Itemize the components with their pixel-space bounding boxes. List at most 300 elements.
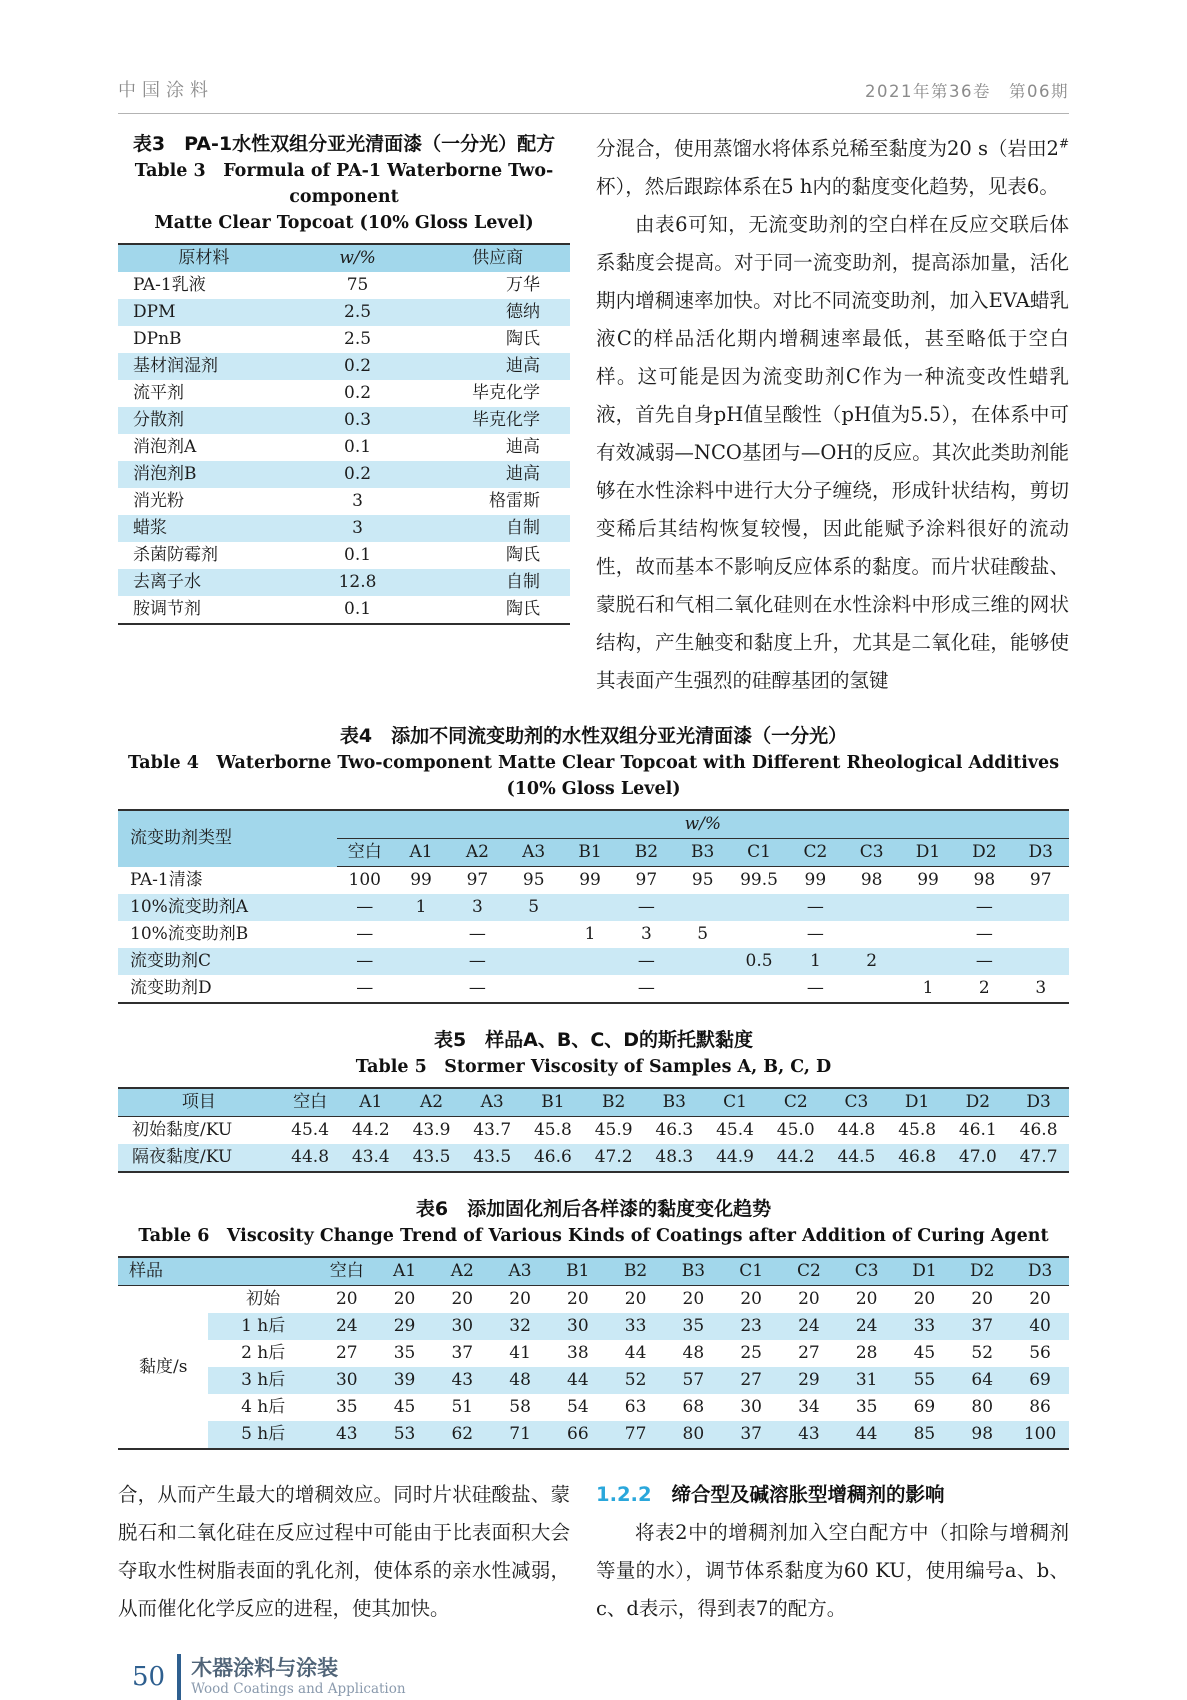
footer-section-zh: 木器涂料与涂装 xyxy=(191,1656,339,1680)
table-cell: 44 xyxy=(838,1421,896,1449)
table-cell: 33 xyxy=(896,1313,954,1340)
section-title: 缔合型及碱溶胀型增稠剂的影响 xyxy=(671,1483,945,1506)
table-cell: 黏度/s xyxy=(138,1356,188,1377)
table-cell: 格雷斯 xyxy=(489,491,540,511)
table-cell: — xyxy=(806,978,824,998)
table-cell xyxy=(562,894,618,921)
table-cell: 5 h后 xyxy=(208,1421,317,1449)
table-cell: 杀菌防霉剂 xyxy=(133,545,218,565)
table-cell xyxy=(393,975,449,1003)
table-cell: 46.8 xyxy=(1019,1120,1058,1140)
table3-title-en-line1: Table 3 Formula of PA-1 Waterborne Two-component xyxy=(134,161,554,207)
table-cell: D3 xyxy=(1008,1088,1069,1117)
table-cell xyxy=(675,975,731,1003)
table-cell: — xyxy=(975,924,993,944)
table-cell: 2 xyxy=(844,948,900,975)
table-cell: 34 xyxy=(798,1397,820,1417)
table-cell xyxy=(675,948,731,975)
table-cell: 3 xyxy=(290,515,426,542)
footer-section-en: Wood Coatings and Application xyxy=(191,1681,406,1697)
table-cell: C3 xyxy=(844,839,900,867)
table-cell: — xyxy=(468,978,486,998)
table-cell: 43 xyxy=(433,1367,491,1394)
table-cell: 0.2 xyxy=(290,461,426,488)
table-cell xyxy=(562,948,618,975)
table-cell: A1 xyxy=(393,839,449,867)
table-cell: 3 xyxy=(352,491,363,511)
table-cell: C2 xyxy=(787,839,843,867)
table-cell: 100 xyxy=(348,870,381,890)
table-cell: C2 xyxy=(780,1257,838,1286)
table-cell: A3 xyxy=(491,1257,549,1286)
table-cell xyxy=(1013,921,1070,948)
table-cell: 0.1 xyxy=(344,437,372,457)
bottom-right-text xyxy=(596,1476,1069,1628)
table-cell: 毕克化学 xyxy=(425,407,570,434)
table-cell: 0.2 xyxy=(344,383,372,403)
table-cell: 5 xyxy=(697,924,709,944)
table-cell: 0.2 xyxy=(290,353,426,380)
table-row xyxy=(118,894,1069,921)
table-cell: 57 xyxy=(664,1367,722,1394)
table-cell: 初始 xyxy=(246,1289,281,1309)
table-cell: C1 xyxy=(722,1257,780,1286)
table-cell: B1 xyxy=(562,839,618,867)
lower-columns xyxy=(118,1476,1069,1628)
table-cell: 2 h后 xyxy=(241,1343,286,1363)
table-cell: 69 xyxy=(913,1397,936,1417)
table-cell: 37 xyxy=(451,1343,474,1363)
table-cell: 98 xyxy=(953,1421,1011,1449)
table-cell: 33 xyxy=(607,1313,665,1340)
table-cell: 52 xyxy=(971,1343,994,1363)
table-cell: 80 xyxy=(971,1397,994,1417)
table5-title-en: Table 5 Stormer Viscosity of Samples A, B, C, D xyxy=(355,1057,832,1077)
left-column-table3 xyxy=(118,130,570,700)
table-cell: D1 xyxy=(896,1257,954,1286)
table-cell: 43.7 xyxy=(473,1120,512,1140)
table-row xyxy=(118,542,570,569)
table-cell: 20 xyxy=(971,1289,994,1309)
table-cell: 71 xyxy=(491,1421,549,1449)
table-cell xyxy=(675,894,731,921)
table-cell: 20 xyxy=(624,1289,647,1309)
table-row xyxy=(118,488,570,515)
table-cell: 35 xyxy=(664,1313,722,1340)
table-cell: 48.3 xyxy=(644,1144,705,1172)
table-row xyxy=(118,299,570,326)
table6-section xyxy=(118,1195,1069,1450)
table-row xyxy=(118,461,570,488)
table-cell: 69 xyxy=(1011,1367,1069,1394)
table-cell: 58 xyxy=(509,1397,531,1417)
table-cell: 1 xyxy=(393,894,449,921)
table-cell xyxy=(731,894,787,921)
table-cell: 31 xyxy=(838,1367,896,1394)
table6-title-en: Table 6 Viscosity Change Trend of Various Kinds of Coatings after Addition of Curing Agent xyxy=(138,1226,1049,1246)
table-row xyxy=(118,434,570,461)
table-cell: 消泡剂A xyxy=(133,437,197,457)
table-cell: 自制 xyxy=(425,569,570,596)
table-cell: 38 xyxy=(567,1343,589,1363)
table-cell: — xyxy=(806,924,824,944)
superscript-hash: # xyxy=(1058,136,1069,151)
table-cell: PA-1乳液 xyxy=(133,275,206,295)
table-cell xyxy=(393,948,449,975)
upper-columns xyxy=(118,130,1069,700)
table-cell: 供应商 xyxy=(425,244,570,272)
table-cell: D1 xyxy=(900,839,956,867)
table-cell: 100 xyxy=(1011,1421,1069,1449)
table-cell: D1 xyxy=(887,1088,948,1117)
table-header-row xyxy=(118,1088,1069,1117)
table-row xyxy=(118,1394,1069,1421)
table-cell: 2.5 xyxy=(290,299,426,326)
table-cell: 万华 xyxy=(506,275,540,295)
table-cell: A3 xyxy=(506,839,562,867)
table-cell: 54 xyxy=(567,1397,589,1417)
table-cell: B3 xyxy=(675,839,731,867)
table-cell xyxy=(844,975,900,1003)
table-cell xyxy=(731,975,787,1003)
table-cell: B2 xyxy=(607,1257,665,1286)
table-cell: A2 xyxy=(449,839,505,867)
table-cell: 43.4 xyxy=(340,1144,401,1172)
table-cell: — xyxy=(956,894,1012,921)
issue-info: 2021年第36卷 第06期 xyxy=(865,82,1069,101)
table-cell: 35 xyxy=(393,1343,416,1363)
table-cell xyxy=(1013,894,1070,921)
table-cell: 0.1 xyxy=(344,599,372,619)
table-header-row xyxy=(118,244,570,272)
table-cell: 24 xyxy=(318,1313,376,1340)
table-cell: 3 h后 xyxy=(208,1367,317,1394)
table-cell: D3 xyxy=(1011,1257,1069,1286)
table-cell: 20 xyxy=(740,1289,762,1309)
table-cell: 2.5 xyxy=(344,329,372,349)
table-row xyxy=(118,272,570,299)
table-cell: 48 xyxy=(682,1343,705,1363)
table-cell: D2 xyxy=(947,1088,1008,1117)
table-cell: 99 xyxy=(410,870,432,890)
table-cell: 1 xyxy=(787,948,843,975)
table-cell: 流变助剂类型 xyxy=(118,810,337,867)
table-cell: 86 xyxy=(1029,1397,1051,1417)
table-cell: 胺调节剂 xyxy=(133,599,201,619)
table-cell: 1 h后 xyxy=(208,1313,317,1340)
table-cell: — xyxy=(637,978,655,998)
right-column-text xyxy=(596,130,1069,700)
table5-stormer-viscosity xyxy=(118,1087,1069,1173)
table-row xyxy=(118,515,570,542)
paragraph-text: 分混合，使用蒸馏水将体系兑稀至黏度为20 s（岩田2 xyxy=(596,137,1059,160)
table-cell: w/% xyxy=(290,244,426,272)
table-cell: A2 xyxy=(433,1257,491,1286)
table-cell xyxy=(393,921,449,948)
table-cell: 4 h后 xyxy=(241,1397,286,1417)
table-cell: 30 xyxy=(318,1367,376,1394)
table-cell: 53 xyxy=(376,1421,434,1449)
table-header-row xyxy=(118,810,1069,839)
table-cell: 3 xyxy=(449,894,505,921)
section-heading xyxy=(596,1476,1069,1514)
table-cell: 45.4 xyxy=(716,1120,754,1140)
table-cell: — xyxy=(468,924,486,944)
table-cell: 37 xyxy=(953,1313,1011,1340)
table-cell: B3 xyxy=(644,1088,705,1117)
table-cell: — xyxy=(337,948,393,975)
paragraph-text: 杯），然后跟踪体系在5 h内的黏度变化趋势，见表6。 xyxy=(596,175,1059,198)
table-row xyxy=(118,948,1069,975)
table-cell: D3 xyxy=(1013,839,1070,867)
table-row xyxy=(118,569,570,596)
table-cell: 27 xyxy=(722,1367,780,1394)
table-cell xyxy=(900,894,956,921)
table-cell xyxy=(506,975,562,1003)
table-cell: — xyxy=(337,894,393,921)
body-paragraph: 由表6可知，无流变助剂的空白样在反应交联后体系黏度会提高。对于同一流变助剂，提高添加量，活化期内增稠速率加快。对比不同流变助剂，加入EVA蜡乳液C的样品活化期内增稠速率最低，甚至略低于空白样。这可能是因为流变助剂C作为一种流变改性蜡乳液，首先自身pH值呈酸性（pH值为5.5），在体系中可有效减弱—NCO基团与—OH的反应。其次此类助剂能够在水性涂料中进行大分子缠绕，形成针状结构，剪切变稀后其结构恢复较慢，因此能赋予涂料很好的流动性，故而基本不影响反应体系的黏度。而片状硅酸盐、蒙脱石和气相二氧化硅则在水性涂料中形成三维的网状结构，产生触变和黏度上升，尤其是二氧化硅，能够使其表面产生强烈的硅醇基团的氢键 xyxy=(596,213,1069,692)
section-number: 1.2.2 xyxy=(596,1483,652,1506)
table-cell: C1 xyxy=(731,839,787,867)
table-cell: 分散剂 xyxy=(118,407,290,434)
table-row xyxy=(118,1421,1069,1449)
table-cell xyxy=(506,921,562,948)
table-row xyxy=(118,1367,1069,1394)
table-cell: 2 xyxy=(978,978,990,998)
table-cell: — xyxy=(956,948,1012,975)
table-cell: 95 xyxy=(522,870,545,890)
table-cell: 45 xyxy=(393,1397,416,1417)
body-paragraph xyxy=(596,130,1069,206)
table-row xyxy=(118,380,570,407)
table-cell: D2 xyxy=(956,839,1012,867)
table-cell: 99 xyxy=(579,870,601,890)
table5-section xyxy=(118,1026,1069,1173)
table-row xyxy=(118,1313,1069,1340)
table-row xyxy=(118,326,570,353)
table-cell: 98 xyxy=(973,870,996,890)
table-row xyxy=(118,1117,1069,1145)
table-cell: A1 xyxy=(376,1257,434,1286)
table-cell: 80 xyxy=(664,1421,722,1449)
table-cell: 48 xyxy=(491,1367,549,1394)
table-cell: 迪高 xyxy=(506,437,540,457)
table6-viscosity-trend xyxy=(118,1256,1069,1450)
table-cell: 30 xyxy=(433,1313,491,1340)
table4-title-en: Table 4 Waterborne Two-component Matte Clear Topcoat with Different Rheological Additives (10% Gloss Level) xyxy=(127,753,1060,799)
table-cell: — xyxy=(356,978,374,998)
page-number: 50 xyxy=(132,1662,166,1692)
footer-divider-bar xyxy=(177,1654,181,1700)
table-cell: 20 xyxy=(798,1289,820,1309)
journal-name: 中国涂料 xyxy=(118,80,214,101)
table-cell: 消泡剂B xyxy=(118,461,290,488)
table-cell: 流变助剂D xyxy=(130,978,212,998)
table-cell: 41 xyxy=(509,1343,531,1363)
table4-rheology xyxy=(118,809,1069,1004)
table-cell: w/% xyxy=(337,810,1069,839)
table-cell: 空白 xyxy=(318,1257,376,1286)
table-cell xyxy=(506,948,562,975)
table-cell xyxy=(844,921,900,948)
table-cell: 35 xyxy=(855,1397,878,1417)
table-cell: 97 xyxy=(635,870,658,890)
table-cell: 68 xyxy=(682,1397,705,1417)
table-row xyxy=(118,353,570,380)
table-cell: 空白 xyxy=(280,1088,341,1117)
table-cell: 20 xyxy=(1029,1289,1051,1309)
table-cell: 47.0 xyxy=(947,1144,1008,1172)
page-footer xyxy=(132,1654,1069,1700)
table-cell: 62 xyxy=(433,1421,491,1449)
table-cell: 45 xyxy=(913,1343,936,1363)
table-cell: 55 xyxy=(896,1367,954,1394)
table-cell: 27 xyxy=(798,1343,820,1363)
table-cell: 迪高 xyxy=(425,461,570,488)
table-cell: 95 xyxy=(691,870,714,890)
table3-title-zh: 表3 PA-1水性双组分亚光清面漆（一分光）配方 xyxy=(132,133,556,155)
table-cell: 97 xyxy=(1029,870,1052,890)
table-cell: 46.8 xyxy=(887,1144,948,1172)
table-cell: 45.0 xyxy=(776,1120,815,1140)
table-cell xyxy=(1013,948,1070,975)
table-cell: 陶氏 xyxy=(506,599,540,619)
table-cell: 32 xyxy=(491,1313,549,1340)
table-cell: 99.5 xyxy=(740,870,778,890)
table-cell: 43.5 xyxy=(462,1144,523,1172)
table-cell: PA-1清漆 xyxy=(130,869,203,890)
table4-title-zh: 表4 添加不同流变助剂的水性双组分亚光清面漆（一分光） xyxy=(339,725,848,747)
table-cell: 37 xyxy=(722,1421,780,1449)
table5-title-zh: 表5 样品A、B、C、D的斯托默黏度 xyxy=(433,1029,754,1051)
table-cell: 原材料 xyxy=(118,244,290,272)
table-cell: 5 xyxy=(506,894,562,921)
table-cell: 3 xyxy=(640,924,652,944)
table-cell: 40 xyxy=(1011,1313,1069,1340)
table-cell: 98 xyxy=(860,870,883,890)
table-cell: 20 xyxy=(913,1289,936,1309)
table-cell: 3 xyxy=(1035,978,1047,998)
table-cell: 0.3 xyxy=(290,407,426,434)
table-row xyxy=(118,1286,1069,1314)
running-head xyxy=(118,76,1069,114)
table-cell: — xyxy=(787,894,843,921)
table-cell: 12.8 xyxy=(290,569,426,596)
table-cell: 隔夜黏度/KU xyxy=(118,1144,280,1172)
table-row xyxy=(118,921,1069,948)
table-row xyxy=(118,867,1069,895)
table-cell: 75 xyxy=(346,275,369,295)
table-cell: 25 xyxy=(740,1343,762,1363)
table-cell: A3 xyxy=(462,1088,523,1117)
table6-title-zh: 表6 添加固化剂后各样漆的黏度变化趋势 xyxy=(415,1198,772,1220)
table-cell: 97 xyxy=(466,870,489,890)
table-cell: 毕克化学 xyxy=(472,383,540,403)
table-cell: 29 xyxy=(780,1367,838,1394)
table-cell: 43.9 xyxy=(412,1120,451,1140)
table-cell: 陶氏 xyxy=(506,329,540,349)
table-cell: C3 xyxy=(838,1257,896,1286)
table-cell: 20 xyxy=(509,1289,531,1309)
table-cell: C1 xyxy=(705,1088,766,1117)
table-cell xyxy=(900,948,956,975)
table-cell: 66 xyxy=(549,1421,607,1449)
table-cell xyxy=(731,921,787,948)
table-cell: 27 xyxy=(335,1343,358,1363)
table-cell: 77 xyxy=(607,1421,665,1449)
table-cell: B2 xyxy=(618,839,674,867)
table-cell: B2 xyxy=(583,1088,644,1117)
table-cell: 1 xyxy=(584,924,596,944)
table-cell: 35 xyxy=(335,1397,358,1417)
table-cell: 85 xyxy=(896,1421,954,1449)
table-cell: — xyxy=(356,924,374,944)
table-cell: 10%流变助剂B xyxy=(130,924,249,944)
table-cell: 20 xyxy=(682,1289,705,1309)
body-paragraph: 合，从而产生最大的增稠效应。同时片状硅酸盐、蒙脱石和二氧化硅在反应过程中可能由于比表面积大会夺取水性树脂表面的乳化剂，使体系的亲水性减弱，从而催化化学反应的进程，使其加快。 xyxy=(118,1483,570,1620)
footer-journal-block xyxy=(191,1656,405,1698)
table-cell: 45.9 xyxy=(594,1120,633,1140)
table4-section xyxy=(118,722,1069,1004)
table-cell: 迪高 xyxy=(425,353,570,380)
table-cell: 0.5 xyxy=(731,948,787,975)
table-cell: 45.8 xyxy=(898,1120,937,1140)
table-cell: 43 xyxy=(318,1421,376,1449)
table-cell: 去离子水 xyxy=(118,569,290,596)
table-cell: 20 xyxy=(393,1289,416,1309)
table-cell: 44 xyxy=(549,1367,607,1394)
table-cell xyxy=(562,975,618,1003)
table-cell: 30 xyxy=(740,1397,762,1417)
table-cell: 99 xyxy=(804,870,827,890)
table-cell: 46.3 xyxy=(655,1120,694,1140)
table-cell: 初始黏度/KU xyxy=(132,1120,233,1140)
table-cell: 20 xyxy=(567,1289,589,1309)
table-cell: A2 xyxy=(401,1088,462,1117)
table-cell: 44.8 xyxy=(280,1144,341,1172)
table-cell: 44.2 xyxy=(351,1120,390,1140)
table-cell: 43.5 xyxy=(401,1144,462,1172)
table3-formula xyxy=(118,243,570,625)
table-row xyxy=(118,596,570,624)
table-cell: 45.8 xyxy=(533,1120,572,1140)
table-cell: 流变助剂C xyxy=(118,948,337,975)
table-cell: 45.4 xyxy=(291,1120,330,1140)
body-paragraph: 将表2中的增稠剂加入空白配方中（扣除与增稠剂等量的水），调节体系黏度为60 KU，使用编号a、b、c、d表示，得到表7的配方。 xyxy=(596,1521,1069,1620)
table-cell: B1 xyxy=(523,1088,584,1117)
table-header-row xyxy=(118,1257,1069,1286)
table-cell: 20 xyxy=(855,1289,878,1309)
table-cell: 43 xyxy=(780,1421,838,1449)
table-cell: 46.1 xyxy=(958,1120,997,1140)
table-cell: 44.2 xyxy=(765,1144,826,1172)
table-cell: 52 xyxy=(607,1367,665,1394)
table-cell: 29 xyxy=(376,1313,434,1340)
table-cell: DPnB xyxy=(133,329,182,349)
table-cell: B3 xyxy=(664,1257,722,1286)
table-cell: 44 xyxy=(624,1343,647,1363)
table-row xyxy=(118,1144,1069,1172)
table-cell: 空白 xyxy=(337,839,393,867)
table-cell: 流平剂 xyxy=(133,383,184,403)
table-cell: 24 xyxy=(838,1313,896,1340)
table-cell: 20 xyxy=(451,1289,474,1309)
table-row xyxy=(118,975,1069,1003)
table-cell: 德纳 xyxy=(425,299,570,326)
table-cell: 陶氏 xyxy=(506,545,540,565)
table-cell: 1 xyxy=(922,978,934,998)
table-cell: 99 xyxy=(917,870,939,890)
